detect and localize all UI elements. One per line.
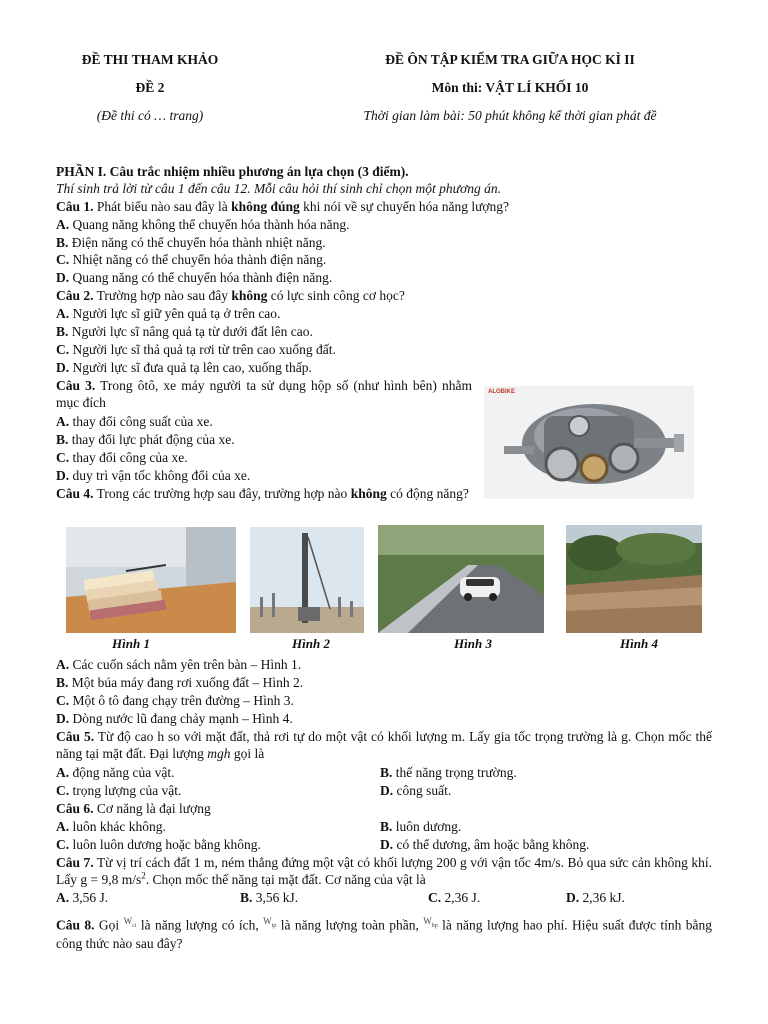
opt-key: D. [56, 360, 70, 375]
q1-option-b[interactable] [56, 234, 326, 251]
opt-text: luôn luôn dương hoặc bằng không. [69, 837, 261, 852]
opt-key: C. [56, 342, 70, 357]
opt-key: C. [56, 252, 70, 267]
opt-key: C. [56, 837, 70, 852]
opt-text: luôn khác không. [69, 819, 166, 834]
q-text: Phát biểu nào sau đây là [93, 199, 232, 214]
question-3 [56, 377, 472, 411]
opt-text: duy trì vận tốc không đổi của xe. [69, 468, 251, 483]
w-sub: ci [132, 922, 137, 929]
q-emph: không đúng [231, 199, 300, 214]
q-emph: không [231, 288, 268, 303]
opt-text: luôn dương. [392, 819, 462, 834]
gearbox-image [484, 386, 694, 499]
opt-key: B. [380, 819, 393, 834]
q-label: Câu 2. [56, 288, 94, 303]
q-label: Câu 4. [56, 486, 94, 501]
opt-text: Điện năng có thể chuyển hóa thành nhiệt năng. [68, 235, 326, 250]
opt-text: 3,56 J. [69, 890, 109, 905]
q5-option-c[interactable] [56, 782, 181, 799]
q-text: có lực sinh công cơ học? [267, 288, 405, 303]
question-5 [56, 728, 712, 762]
q7-option-b[interactable] [240, 889, 298, 906]
opt-key: B. [240, 890, 253, 905]
opt-text: Quang năng có thể chuyển hóa thành điện năng. [69, 270, 333, 285]
opt-text: Người lực sĩ đưa quả tạ lên cao, xuống thấp. [69, 360, 312, 375]
w-letter: W [123, 916, 133, 926]
figure-4-flood-image [566, 525, 702, 633]
q2-option-a[interactable] [56, 305, 280, 322]
opt-key: A. [56, 819, 70, 834]
q-text: Từ vị trí cách đất 1 m, ném thẳng đứng một vật có khối lượng 200 g với vận tốc 4m/s. Bỏ qua sức cản không khí. Lấy g = 9,8 m/s [56, 855, 712, 887]
opt-text: Các cuốn sách nằm yên trên bàn – Hình 1. [69, 657, 302, 672]
opt-text: Người lực sĩ nâng quả tạ từ dưới đất lên cao. [68, 324, 313, 339]
opt-key: C. [56, 693, 70, 708]
q2-option-d[interactable] [56, 359, 312, 376]
opt-text: động năng của vật. [69, 765, 175, 780]
q-text: khi nói về sự chuyển hóa năng lượng? [299, 199, 510, 214]
opt-key: B. [56, 675, 69, 690]
w-sub: tp [271, 922, 277, 929]
opt-text: công suất. [393, 783, 452, 798]
q1-option-a[interactable] [56, 216, 350, 233]
opt-key: D. [56, 270, 70, 285]
opt-key: D. [566, 890, 580, 905]
exam-number: ĐỀ 2 [135, 80, 165, 95]
question-4 [56, 485, 472, 502]
q1-option-c[interactable] [56, 251, 326, 268]
q5-option-d[interactable] [380, 782, 451, 799]
figure-2-pile-driver-image [250, 527, 364, 633]
page-count-note: (Đề thi có … trang) [96, 108, 204, 123]
q7-option-c[interactable] [428, 889, 480, 906]
opt-text: thay đổi công của xe. [69, 450, 188, 465]
q-label: Câu 7. [56, 855, 94, 870]
opt-key: A. [56, 414, 70, 429]
q3-option-b[interactable] [56, 431, 235, 448]
opt-key: A. [56, 306, 70, 321]
q4-option-a[interactable] [56, 656, 301, 673]
q4-option-c[interactable] [56, 692, 294, 709]
w-loss-symbol [423, 916, 438, 929]
opt-key: C. [56, 783, 70, 798]
q3-option-c[interactable] [56, 449, 188, 466]
time-line: Thời gian làm bài: 50 phút không kể thời gian phát đề [363, 108, 657, 123]
opt-text: thế năng trọng trường. [392, 765, 517, 780]
figure-4-caption: Hình 4 [620, 636, 658, 651]
q-text: Cơ năng là đại lượng [93, 801, 211, 816]
gearbox-logo: ALOBIKE [488, 389, 515, 395]
q6-option-b[interactable] [380, 818, 461, 835]
opt-text: Nhiệt năng có thể chuyển hóa thành điện năng. [69, 252, 327, 267]
q-label: Câu 6. [56, 801, 94, 816]
question-8 [56, 912, 712, 953]
opt-key: B. [56, 235, 69, 250]
opt-key: D. [380, 837, 394, 852]
opt-key: C. [56, 450, 70, 465]
q7-option-d[interactable] [566, 889, 625, 906]
opt-key: A. [56, 217, 70, 232]
q-label: Câu 1. [56, 199, 94, 214]
opt-text: Người lực sĩ giữ yên quả tạ ở trên cao. [69, 306, 281, 321]
question-7 [56, 854, 712, 888]
q7-option-a[interactable] [56, 889, 108, 906]
opt-text: 3,56 kJ. [252, 890, 299, 905]
q-text: Gọi [94, 917, 124, 933]
q5-option-b[interactable] [380, 764, 517, 781]
figure-1-books-image [66, 527, 236, 633]
opt-key: A. [56, 890, 70, 905]
question-2 [56, 287, 405, 304]
q3-option-d[interactable] [56, 467, 250, 484]
opt-text: 2,36 J. [441, 890, 481, 905]
opt-key: D. [380, 783, 394, 798]
exam-title: ĐỀ ÔN TẬP KIỂM TRA GIỮA HỌC KÌ II [385, 52, 635, 67]
q-emph: không [350, 486, 387, 501]
opt-key: B. [56, 324, 69, 339]
opt-text: có thể dương, âm hoặc bằng không. [393, 837, 590, 852]
subject-line: Môn thi: VẬT LÍ KHỐI 10 [431, 80, 589, 95]
opt-text: 2,36 kJ. [579, 890, 625, 905]
opt-text: Dòng nước lũ đang chảy mạnh – Hình 4. [69, 711, 293, 726]
q-text: là năng lượng có ích, [136, 917, 264, 933]
question-6 [56, 800, 211, 817]
part1-instruction: Thí sinh trả lời từ câu 1 đến câu 12. Mỗi câu hỏi thí sinh chỉ chọn một phương án. [56, 181, 501, 196]
q-formula: mgh [207, 746, 231, 761]
q3-option-a[interactable] [56, 413, 213, 430]
q-text: là năng lượng toàn phần, [276, 917, 424, 933]
opt-key: B. [380, 765, 393, 780]
q-text: Trong ôtô, xe máy người ta sử dụng hộp số (như hình bên) nhằm mục đích [56, 378, 472, 410]
w-sub: hp [431, 922, 438, 929]
opt-key: A. [56, 765, 70, 780]
q-superscript: 2 [141, 870, 146, 881]
w-letter: W [423, 916, 432, 926]
q-text: Trường hợp nào sau đây [93, 288, 232, 303]
q2-option-b[interactable] [56, 323, 313, 340]
q-label: Câu 3. [56, 378, 96, 393]
q-text: có động năng? [386, 486, 469, 501]
opt-text: Người lực sĩ thả quả tạ rơi từ trên cao xuống đất. [69, 342, 336, 357]
opt-text: Một búa máy đang rơi xuống đất – Hình 2. [68, 675, 304, 690]
q-text: . Chọn mốc thế năng tại mặt đất. Cơ năng của vật là [145, 872, 426, 887]
q1-option-d[interactable] [56, 269, 332, 286]
opt-key: B. [56, 432, 69, 447]
w-letter: W [263, 916, 272, 926]
q5-option-a[interactable] [56, 764, 174, 781]
opt-key: D. [56, 468, 70, 483]
w-total-symbol [263, 916, 277, 929]
w-useful-symbol [123, 916, 137, 929]
opt-text: thay đổi công suất của xe. [69, 414, 213, 429]
q-text: Trong các trường hợp sau đây, trường hợp nào [93, 486, 351, 501]
q-text: gọi là [230, 746, 265, 761]
q-label: Câu 8. [56, 917, 95, 933]
q6-option-c[interactable] [56, 836, 261, 853]
figure-1-caption: Hình 1 [112, 636, 150, 651]
opt-key: D. [56, 711, 70, 726]
figure-2-caption: Hình 2 [292, 636, 330, 651]
q4-option-d[interactable] [56, 710, 293, 727]
q-text: là năng lượng hao phí. Hiệu suất được tính bằng công thức nào sau đây? [56, 917, 712, 951]
q4-option-b[interactable] [56, 674, 303, 691]
q6-option-a[interactable] [56, 818, 166, 835]
opt-text: trọng lượng của vật. [69, 783, 182, 798]
q6-option-d[interactable] [380, 836, 589, 853]
question-1 [56, 198, 509, 215]
opt-text: Quang năng không thể chuyển hóa thành hóa năng. [69, 217, 350, 232]
figure-3-car-image [378, 525, 544, 633]
part1-title: PHẦN I. Câu trắc nhiệm nhiều phương án lựa chọn (3 điểm). [56, 164, 409, 179]
figure-3-caption: Hình 3 [454, 636, 492, 651]
exam-type-label: ĐỀ THI THAM KHẢO [81, 52, 219, 67]
opt-key: C. [428, 890, 442, 905]
opt-text: Một ô tô đang chạy trên đường – Hình 3. [69, 693, 294, 708]
q-label: Câu 5. [56, 729, 95, 744]
q-text: Từ độ cao h so với mặt đất, thả rơi tự do một vật có khối lượng m. Lấy gia tốc trọng trường là g. Chọn mốc thế năng tại mặt đất. Đại lượng [56, 729, 712, 761]
opt-text: thay đổi lực phát động của xe. [68, 432, 235, 447]
q2-option-c[interactable] [56, 341, 336, 358]
opt-key: A. [56, 657, 70, 672]
